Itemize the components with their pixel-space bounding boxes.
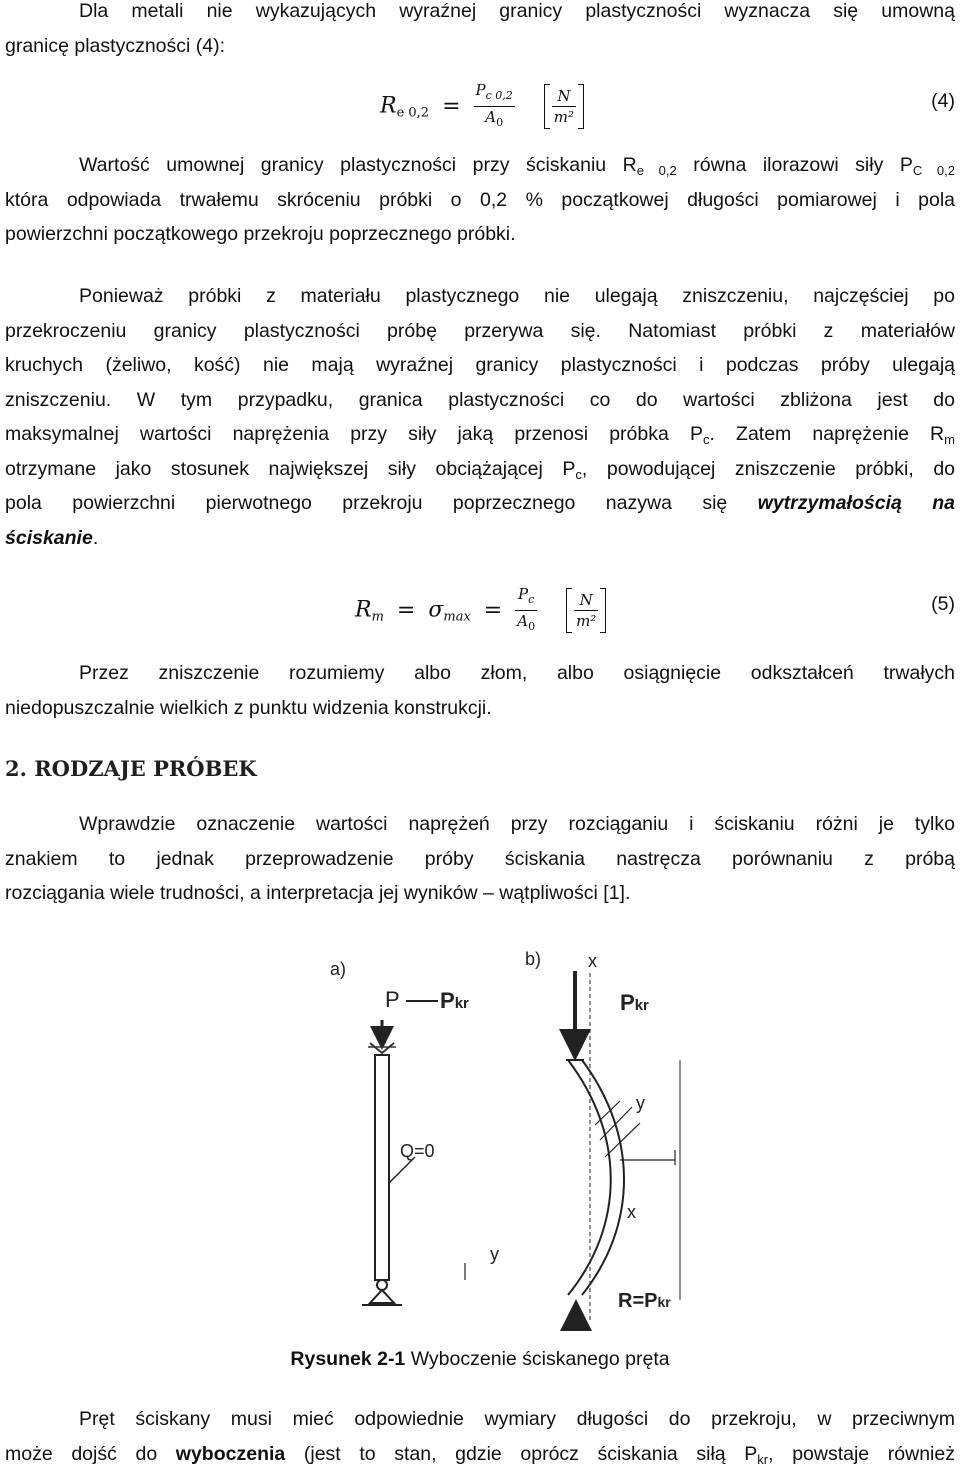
- eq-denominator: A: [517, 612, 529, 630]
- buckling-figure: [320, 935, 700, 1335]
- text-line: Ponieważ próbki z materiału plastycznego nie ulegają zniszczeniu, najczęściej po: [79, 285, 955, 307]
- unit-numerator: N: [552, 86, 576, 107]
- label-x-b: x: [588, 951, 597, 971]
- caption-text: Wyboczenie ściskanego pręta: [405, 1348, 670, 1370]
- text-line: która odpowiada trwałemu skróceniu próbki o 0,2 % początkowej długości pomiarowej i pola: [5, 188, 955, 211]
- text-line: rozciągania wiele trudności, a interpretacja jej wyników – wątpliwości [1].: [5, 882, 631, 904]
- text-line: przekroczeniu granicy plastyczności próbę przerywa się. Natomiast próbki z materiałów: [5, 319, 955, 342]
- eq-subscript: e 0,2: [396, 105, 430, 121]
- subscript: c: [702, 432, 710, 447]
- eq-symbol: σ: [428, 597, 444, 623]
- unit-denominator: m²: [553, 108, 575, 126]
- text-line: kruchych (żeliwo, kość) nie mają wyraźnej granicy plastyczności i podczas próby ulegają: [5, 354, 955, 376]
- text-run: , powstaje również: [768, 1442, 955, 1465]
- paragraph-samples: [5, 807, 955, 911]
- label-Pkr-a: Pkr: [440, 988, 469, 1013]
- eq-numerator: P: [518, 585, 529, 603]
- eq-subscript: c: [528, 593, 535, 606]
- text-run: otrzymane jako stosunek największej siły obciążającej P: [5, 457, 576, 480]
- text-line: zniszczeniu. W tym przypadku, granica plastyczności co do wartości zbliżona jest do: [5, 388, 955, 411]
- label-y-b: y: [636, 1093, 645, 1113]
- eq-symbol: R: [380, 93, 397, 119]
- text-run: (jest to stan, gdzie oprócz ściskania siłą P: [285, 1442, 758, 1465]
- text-line: Pręt ściskany musi mieć odpowiednie wymiary długości do przekroju, w przeciwnym: [79, 1408, 955, 1430]
- bottom-support: [370, 1290, 394, 1303]
- paragraph-yield: [5, 148, 955, 252]
- unit-denominator: m²: [576, 612, 597, 630]
- text-line: [5, 1437, 955, 1472]
- subscript: C 0,2: [912, 163, 956, 178]
- text-line: [5, 521, 955, 556]
- label-b: b): [525, 949, 542, 969]
- text-line: Przez zniszczenie rozumiemy albo złom, albo osiągnięcie odkształceń trwałych: [79, 662, 955, 684]
- text-run: równa ilorazowi siły P: [676, 154, 913, 176]
- text-line: powierzchni początkowego przekroju poprzecznego próbki.: [5, 223, 516, 245]
- eq-subscript: 0: [496, 116, 504, 129]
- eq-equals: =: [483, 597, 503, 623]
- paragraph-strength: [5, 279, 955, 555]
- emphasis-term: wytrzymałością na: [757, 492, 955, 514]
- eq-denominator: A: [485, 108, 497, 126]
- equation-5: [355, 584, 606, 637]
- subscript: m: [944, 432, 955, 447]
- eq-unit-bracket: [544, 86, 584, 127]
- column-a: [375, 1055, 389, 1280]
- text-line: [5, 148, 955, 183]
- eq-subscript: m: [371, 609, 384, 625]
- text-run: maksymalnej wartości naprężenia przy siły jaką przenosi próbka P: [5, 423, 703, 445]
- text-line: znakiem to jednak przeprowadzenie próby ściskania nastręcza porównaniu z próbą: [5, 847, 955, 870]
- bottom-hinge: [377, 1280, 387, 1290]
- figure-caption: [0, 1348, 960, 1371]
- label-x-b2: x: [627, 1202, 636, 1222]
- eq-subscript: max: [443, 609, 471, 625]
- label-a: a): [330, 959, 347, 979]
- eq-equals: =: [442, 93, 461, 119]
- text-run: .: [92, 526, 99, 549]
- label-Pkr-b: Pkr: [620, 990, 649, 1015]
- eq-symbol: R: [355, 597, 372, 623]
- label-R: R=Pkr: [618, 1290, 671, 1312]
- emphasis-term: wyboczenia: [175, 1442, 286, 1465]
- text-line: [5, 452, 955, 487]
- eq-fraction: [474, 80, 515, 133]
- eq-subscript: c 0,2: [485, 89, 513, 102]
- text-line: niedopuszczalnie wielkich z punktu widzenia konstrukcji.: [5, 696, 492, 719]
- text-line: [5, 417, 955, 452]
- equation-number: (4): [931, 90, 955, 112]
- text-run: , powodującej zniszczenie próbki, do: [581, 457, 956, 480]
- text-run: może dojść do: [5, 1442, 176, 1465]
- eq-unit-bracket: [566, 590, 606, 631]
- unit-numerator: N: [574, 590, 598, 611]
- text-line: [5, 486, 955, 521]
- text-line: Wprawdzie oznaczenie wartości naprężeń przy rozciąganiu i ściskaniu różni je tylko: [79, 813, 955, 835]
- eq-subscript: 0: [528, 620, 536, 633]
- eq-fraction: [515, 584, 537, 637]
- equation-number: (5): [931, 593, 955, 615]
- emphasis-term: ściskanie: [5, 526, 93, 549]
- text-line: Dla metali nie wykazujących wyraźnej granicy plastyczności wyznacza się umowną: [79, 0, 955, 22]
- paragraph-intro: [5, 0, 955, 63]
- column-b-right: [582, 1060, 624, 1295]
- section-heading: 2. RODZAJE PRÓBEK: [5, 756, 257, 781]
- text-run: . Zatem naprężenie R: [709, 423, 945, 445]
- paragraph-buckling: [5, 1402, 955, 1471]
- text-run: Wartość umownej granicy plastyczności przy ściskaniu R: [79, 154, 637, 176]
- label-Q0: Q=0: [400, 1141, 435, 1161]
- text-run: pola powierzchni pierwotnego przekroju poprzecznego nazywa się: [5, 492, 758, 514]
- equation-4: [380, 80, 584, 133]
- label-P: P: [385, 987, 400, 1012]
- eq-numerator: P: [475, 81, 486, 99]
- subscript: kr: [757, 1451, 769, 1467]
- paragraph-failure: [5, 656, 955, 725]
- eq-equals: =: [396, 597, 416, 623]
- caption-label: Rysunek 2-1: [290, 1348, 406, 1370]
- subscript: e 0,2: [636, 163, 677, 178]
- subscript: c: [575, 466, 582, 482]
- label-y-a: y: [490, 1244, 499, 1264]
- text-line: granicę plastyczności (4):: [5, 34, 226, 57]
